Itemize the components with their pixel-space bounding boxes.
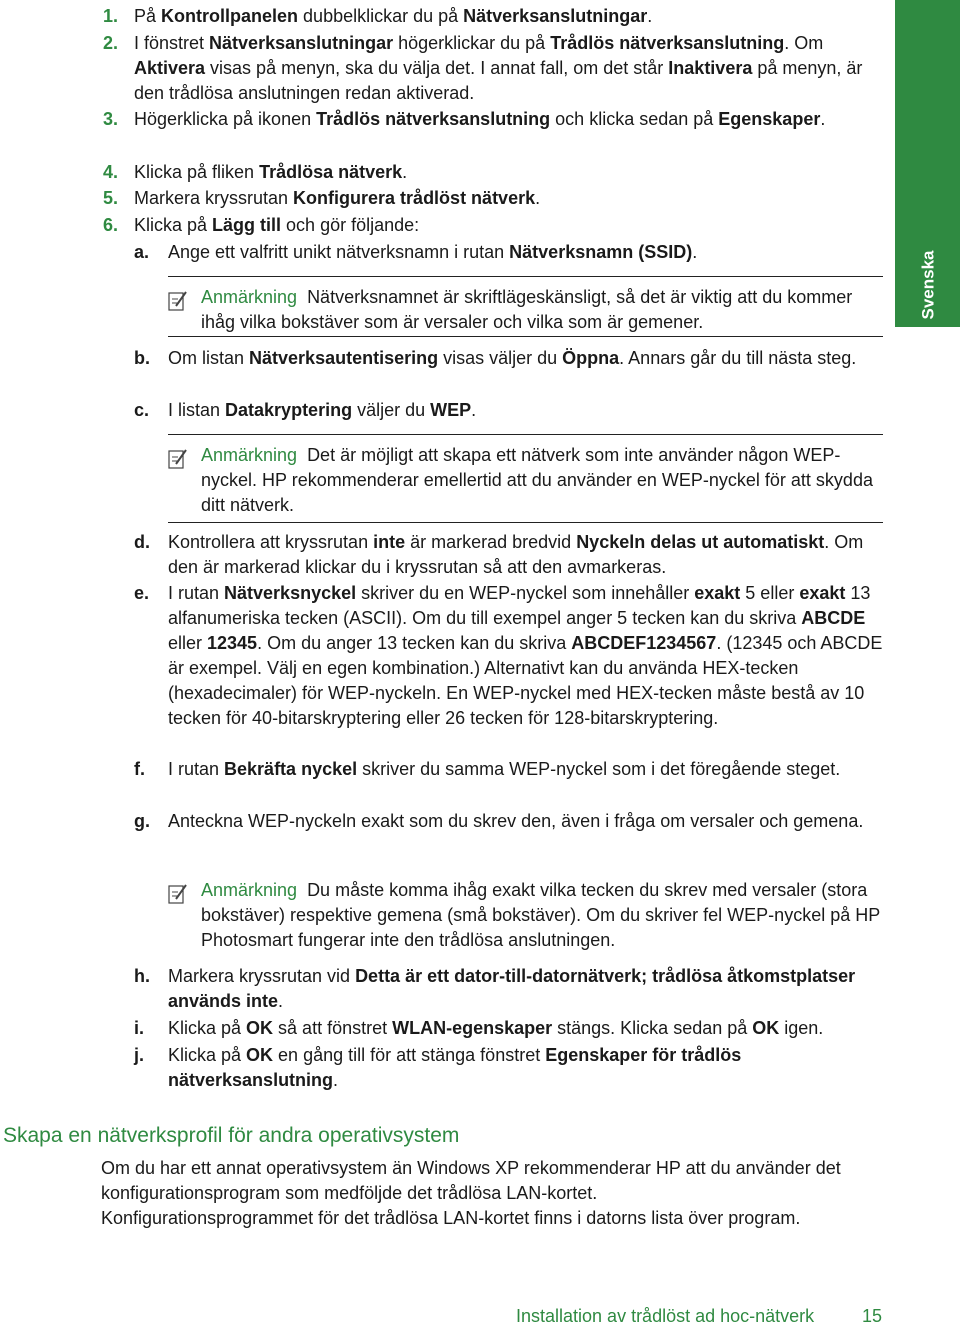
substep-e: e. I rutan Nätverksnyckel skriver du en WEP-nyckel som innehåller exakt 5 eller exakt 13 alfanumeriska tecken (ASCII). Om du till exempel anger 5 tecken kan du skriva ABCDE eller 12345. Om du anger 13 tecken kan du skriva ABCDEF1234567. (12345 och ABCDE är exempel. Välj en egen kombination.) Alternativt kan du använda HEX-tecken (hexadecimaler) för WEP-nyckeln. En WEP-nyckel med HEX-tecken måste bestå av 10 tecken för 40-bitarskryptering eller 26 tecken för 128-bitarskryptering. (134, 583, 883, 728)
substep-i: i. Klicka på OK så att fönstret WLAN-egenskaper stängs. Klicka sedan på OK igen. (134, 1018, 824, 1038)
note-label: Anmärkning (201, 880, 298, 900)
substep-c: c. I listan Datakryptering väljer du WEP. (134, 400, 477, 420)
note-pencil-icon (168, 290, 188, 312)
section-paragraph-1: Om du har ett annat operativsystem än Windows XP rekommenderar HP att du använder det konfigurationsprogram som medföljde det trådlösa LAN-kortet. (101, 1158, 841, 1203)
note-label: Anmärkning (201, 445, 298, 465)
note-3: Anmärkning Du måste komma ihåg exakt vilka tecken du skrev med versaler (stora bokstäver) respektive gemena (små bokstäver). Om du skriver fel WEP-nyckel på HP Photosmart fungerar inte den trådlösa anslutningen. (168, 869, 883, 957)
section-heading: Skapa en nätverksprofil för andra operativsystem (3, 1124, 460, 1147)
note-pencil-icon (168, 448, 188, 470)
step-3: 3. Högerklicka på ikonen Trådlös nätverksanslutning och klicka sedan på Egenskaper. (103, 109, 826, 129)
page-number: 15 (862, 1306, 883, 1326)
note-1: Anmärkning Nätverksnamnet är skriftlägeskänsligt, så det är viktig att du kommer ihåg vilka bokstäver som är versaler och vilka som är gemener. (168, 276, 883, 336)
substep-h: h. Markera kryssrutan vid Detta är ett dator-till-datornätverk; trådlösa åtkomstplatser används inte. (134, 966, 856, 1011)
substep-a: a. Ange ett valfritt unikt nätverksnamn i rutan Nätverksnamn (SSID). (134, 242, 698, 262)
note-bottom-rule (168, 336, 883, 337)
note-label: Anmärkning (201, 287, 298, 307)
step-4: 4. Klicka på fliken Trådlösa nätverk. (103, 162, 408, 182)
step-6: 6. Klicka på Lägg till och gör följande: (103, 215, 420, 235)
note-pencil-icon (168, 883, 188, 905)
step-5: 5. Markera kryssrutan Konfigurera trådlöst nätverk. (103, 188, 541, 208)
note-top-rule (168, 434, 883, 435)
substep-g: g. Anteckna WEP-nyckeln exakt som du skrev den, även i fråga om versaler och gemena. (134, 811, 864, 831)
note-top-rule (168, 276, 883, 277)
step-1: 1. På Kontrollpanelen dubbelklickar du på Nätverksanslutningar. (103, 6, 653, 26)
substep-b: b. Om listan Nätverksautentisering visas väljer du Öppna. Annars går du till nästa steg. (134, 348, 857, 368)
substep-f: f. I rutan Bekräfta nyckel skriver du samma WEP-nyckel som i det föregående steget. (134, 759, 841, 779)
language-tab (895, 0, 960, 327)
language-tab-label: Svenska (918, 250, 937, 320)
step-2: 2. I fönstret Nätverksanslutningar högerklickar du på Trådlös nätverksanslutning. Om Aktivera visas på menyn, ska du välja det. I annat fall, om det står Inaktivera på menyn, är den trådlösa anslutningen redan aktiverad. (103, 33, 863, 103)
section-paragraph-2: Konfigurationsprogrammet för det trådlösa LAN-kortet finns i datorns lista över program. (101, 1208, 801, 1228)
note-2: Anmärkning Det är möjligt att skapa ett nätverk som inte använder någon WEP-nyckel. HP rekommenderar emellertid att du använder en WEP-nyckel för att skydda ditt nätverk. (168, 434, 883, 522)
note-bottom-rule (168, 522, 883, 523)
substep-d: d. Kontrollera att kryssrutan inte är markerad bredvid Nyckeln delas ut automatiskt. Om den är markerad klickar du i kryssrutan så att den avmarkeras. (134, 532, 864, 577)
substep-j: j. Klicka på OK en gång till för att stänga fönstret Egenskaper för trådlös nätverksanslutning. (134, 1045, 742, 1090)
footer-title: Installation av trådlöst ad hoc-nätverk (516, 1306, 815, 1326)
